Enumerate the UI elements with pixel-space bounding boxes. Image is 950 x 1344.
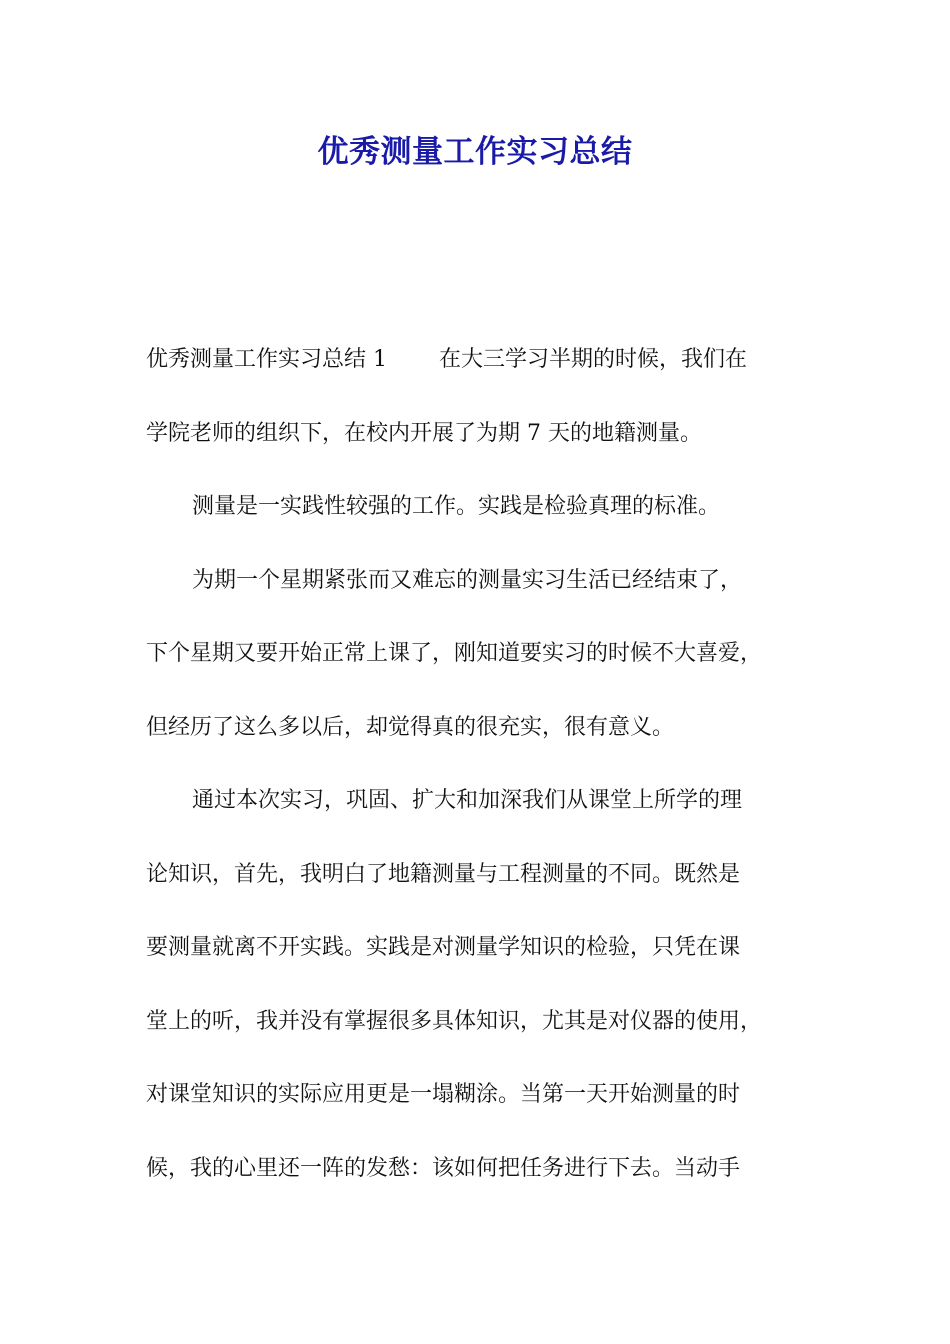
line-text: 在大三学习半期的时候，我们在 <box>439 347 748 372</box>
text-line-9: 要测量就离不开实践。实践是对测量学知识的检验，只凭在课 <box>146 935 741 960</box>
text-line-7: 通过本次实习，巩固、扩大和加深我们从课堂上所学的理 <box>192 788 743 813</box>
text-line-10: 堂上的听，我并没有掌握很多具体知识，尤其是对仪器的使用， <box>146 1008 763 1034</box>
text-line-4: 为期一个星期紧张而又难忘的测量实习生活已经结束了， <box>192 567 743 593</box>
text-line-2: 学院老师的组织下，在校内开展了为期 7 天的地籍测量。 <box>146 420 702 446</box>
text-line-12: 候，我的心里还一阵的发愁：该如何把任务进行下去。当动手 <box>146 1155 741 1181</box>
document-body <box>146 335 816 1217</box>
text-line-8: 论知识，首先，我明白了地籍测量与工程测量的不同。既然是 <box>146 861 741 887</box>
text-line-3: 测量是一实践性较强的工作。实践是检验真理的标准。 <box>192 494 721 519</box>
text-line-1 <box>146 335 816 409</box>
document-title: 优秀测量工作实习总结 <box>317 134 633 170</box>
text-line-6: 但经历了这么多以后，却觉得真的很充实，很有意义。 <box>146 714 675 740</box>
text-line-11: 对课堂知识的实际应用更是一塌糊涂。当第一天开始测量的时 <box>146 1082 741 1107</box>
section-heading: 优秀测量工作实习总结 1 <box>146 347 387 372</box>
text-line-5: 下个星期又要开始正常上课了，刚知道要实习的时候不大喜爱， <box>146 641 763 666</box>
